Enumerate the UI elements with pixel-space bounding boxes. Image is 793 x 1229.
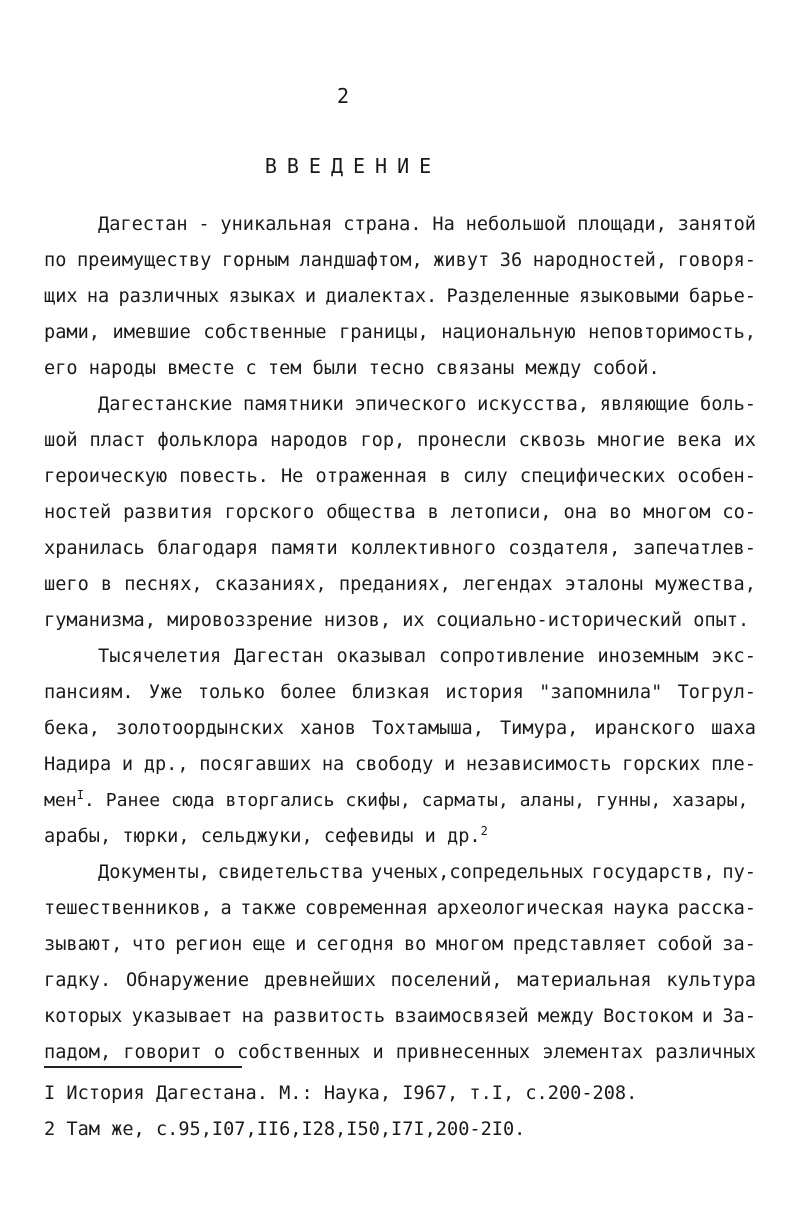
word: независимость bbox=[465, 754, 612, 775]
text-line bbox=[44, 459, 756, 495]
word: искусства, bbox=[477, 394, 590, 415]
word: 36 bbox=[499, 250, 523, 271]
word: зывают, bbox=[44, 934, 123, 955]
word: диалектах. bbox=[325, 286, 438, 307]
word: Надира bbox=[44, 754, 112, 775]
word: имевшие bbox=[112, 322, 191, 343]
word: живут bbox=[433, 250, 490, 271]
word: горских bbox=[622, 754, 701, 775]
footnotes bbox=[44, 1076, 744, 1148]
word: наука bbox=[613, 898, 670, 919]
word: поселений, bbox=[390, 970, 503, 991]
word: Тогрул- bbox=[677, 682, 756, 703]
word: история bbox=[445, 682, 524, 703]
word: Тысячелетия bbox=[98, 646, 222, 667]
word: века bbox=[676, 430, 722, 451]
word: сопротивление bbox=[439, 646, 585, 667]
word: а bbox=[220, 898, 232, 919]
word: страна. bbox=[343, 214, 422, 235]
word: памятники bbox=[243, 394, 344, 415]
text-line bbox=[44, 855, 756, 891]
word: регион bbox=[175, 934, 243, 955]
word: пансиям. bbox=[44, 682, 134, 703]
word: ландшафтом, bbox=[299, 250, 423, 271]
word: различных bbox=[655, 1042, 756, 1063]
word: др., bbox=[143, 754, 189, 775]
word: и bbox=[372, 1042, 384, 1063]
word: летописи, bbox=[450, 502, 552, 523]
word: фольклора bbox=[157, 430, 259, 451]
word: Дагестан bbox=[234, 646, 324, 667]
text-line bbox=[44, 675, 756, 711]
word: на bbox=[86, 286, 110, 307]
word: сквозь bbox=[518, 430, 586, 451]
word: современная bbox=[304, 898, 428, 919]
word: создателя, bbox=[508, 538, 621, 559]
word: сказаниях, bbox=[214, 574, 327, 595]
text-line bbox=[44, 567, 756, 603]
word: золотоордынских bbox=[116, 718, 284, 739]
text-line bbox=[44, 999, 756, 1035]
page-number: 2 bbox=[336, 84, 350, 108]
word: ностей bbox=[44, 502, 112, 523]
word: свидетельства bbox=[217, 862, 364, 883]
footnote-2: 2 Там же, с.95,I07,II6,I28,I50,I7I,200-2I0. bbox=[44, 1119, 526, 1140]
word: взаимосвязей bbox=[394, 1006, 529, 1027]
text-line bbox=[44, 927, 756, 963]
word: за- bbox=[722, 934, 756, 955]
word: особен- bbox=[677, 466, 756, 487]
word: запечатлев- bbox=[632, 538, 756, 559]
word: ханов bbox=[299, 718, 356, 739]
word: их bbox=[733, 430, 756, 451]
word: барье- bbox=[688, 286, 756, 307]
footnote-ref-1: I bbox=[76, 787, 84, 802]
word: - bbox=[198, 214, 210, 235]
text-line bbox=[44, 747, 756, 783]
word: различных bbox=[118, 286, 220, 307]
word: рами, bbox=[44, 322, 100, 343]
word: собственные bbox=[203, 322, 327, 343]
text-line-with-footnote bbox=[44, 819, 756, 855]
word: указывает bbox=[131, 1006, 233, 1027]
word: говоря- bbox=[677, 250, 756, 271]
word: в bbox=[427, 502, 439, 523]
word: пле- bbox=[711, 754, 756, 775]
word: более bbox=[280, 682, 337, 703]
text-line bbox=[44, 891, 756, 927]
word: Востоком bbox=[603, 1006, 693, 1027]
footnote-ref-2: 2 bbox=[480, 823, 488, 838]
word: и bbox=[444, 754, 456, 775]
word: неповторимость, bbox=[588, 322, 756, 343]
word: культура bbox=[666, 970, 756, 991]
word: благодаря bbox=[157, 538, 259, 559]
word: в bbox=[439, 466, 451, 487]
word: горского bbox=[224, 502, 315, 523]
word: о bbox=[213, 1042, 226, 1063]
word: пронесли bbox=[417, 430, 507, 451]
text-line: его народы вместе с тем были тесно связаны между собой. bbox=[44, 358, 660, 379]
word: материальная bbox=[517, 970, 652, 991]
word: За- bbox=[722, 1006, 756, 1027]
word: шаха bbox=[711, 718, 756, 739]
word: Дагестан bbox=[98, 214, 188, 235]
word: народностей, bbox=[532, 250, 668, 271]
text-line bbox=[44, 423, 756, 459]
word: Разделенные bbox=[446, 286, 570, 307]
text-line: гуманизма, мировоззрение низов, их социально-исторический опыт. bbox=[44, 610, 750, 631]
word: гор, bbox=[360, 430, 406, 451]
word: "запомнила" bbox=[539, 682, 663, 703]
word: что bbox=[131, 934, 166, 955]
word: отраженная bbox=[315, 466, 428, 487]
word: ученых,сопредельных bbox=[371, 862, 584, 883]
footnote-separator bbox=[44, 1066, 242, 1068]
word: еще bbox=[251, 934, 286, 955]
word: Тохтамыша, bbox=[371, 718, 484, 739]
word: Обнаружение bbox=[125, 970, 250, 991]
word: близкая bbox=[351, 682, 431, 703]
word: привнесенных bbox=[395, 1042, 531, 1063]
word: падом, bbox=[44, 1042, 112, 1063]
page-title: ВВЕДЕНИЕ bbox=[264, 154, 442, 178]
text-line bbox=[44, 207, 756, 243]
text-fragment: . Ранее сюда вторгались скифы, сарматы, аланы, гунны, хазары, bbox=[83, 790, 749, 811]
word: шой bbox=[44, 430, 78, 451]
word: щих bbox=[44, 286, 78, 307]
word: и bbox=[701, 1006, 714, 1027]
word: иноземным bbox=[597, 646, 699, 667]
word: сегодня bbox=[315, 934, 395, 955]
word: собой bbox=[656, 934, 713, 955]
text-line bbox=[44, 963, 756, 999]
word: говорит bbox=[123, 1042, 202, 1063]
word: являющие bbox=[599, 394, 690, 415]
word: общества bbox=[326, 502, 416, 523]
word: пласт bbox=[89, 430, 146, 451]
text-line bbox=[44, 711, 756, 747]
text-line bbox=[44, 279, 756, 315]
word: и bbox=[121, 754, 134, 775]
word: силу bbox=[462, 466, 508, 487]
text-fragment: арабы, тюрки, сельджуки, сефевиды и др. bbox=[44, 826, 481, 847]
word: многом bbox=[643, 502, 711, 523]
word: гадку. bbox=[44, 970, 112, 991]
word: бека, bbox=[44, 718, 100, 739]
word: Не bbox=[280, 466, 304, 487]
word: она bbox=[563, 502, 598, 523]
word: представляет bbox=[512, 934, 648, 955]
word: мужества, bbox=[655, 574, 756, 595]
word: горным bbox=[221, 250, 289, 271]
word: развития bbox=[123, 502, 213, 523]
text-line bbox=[44, 531, 756, 567]
word: собственных bbox=[237, 1042, 361, 1063]
word: посягавших bbox=[199, 754, 312, 775]
word: археологическая bbox=[436, 898, 605, 919]
word: специфических bbox=[519, 466, 666, 487]
word: преданиях, bbox=[338, 574, 451, 595]
word: Уже bbox=[148, 682, 183, 703]
word: народов bbox=[270, 430, 349, 451]
word: со- bbox=[722, 502, 756, 523]
word: во bbox=[403, 934, 427, 955]
text-line-with-footnote bbox=[44, 783, 756, 819]
word: иранского bbox=[594, 718, 696, 739]
word: расска- bbox=[677, 898, 756, 919]
word: Тимура, bbox=[499, 718, 579, 739]
word: экс- bbox=[711, 646, 756, 667]
word: которых bbox=[44, 1006, 123, 1027]
text-fragment: мен bbox=[44, 790, 77, 811]
word: Документы, bbox=[98, 862, 210, 883]
word: государств, bbox=[591, 862, 715, 883]
word: тешественников, bbox=[44, 898, 212, 919]
word: только bbox=[197, 682, 266, 703]
word: многом bbox=[435, 934, 504, 955]
word: и bbox=[295, 934, 307, 955]
word: героическую bbox=[44, 466, 168, 487]
word: языковыми bbox=[578, 286, 680, 307]
word: свободу bbox=[354, 754, 434, 775]
word: небольшой bbox=[465, 214, 567, 235]
word: боль- bbox=[700, 394, 756, 415]
word: Дагестанские bbox=[98, 394, 233, 415]
text-line bbox=[44, 639, 756, 675]
word: древнейших bbox=[263, 970, 376, 991]
word: песнях, bbox=[124, 574, 203, 595]
word: национальную bbox=[441, 322, 576, 343]
word: повесть. bbox=[179, 466, 269, 487]
text-line bbox=[44, 315, 756, 351]
word: коллективного bbox=[350, 538, 496, 559]
text-line bbox=[44, 243, 756, 279]
footnote-1: I История Дагестана. М.: Наука, I967, т.I, с.200-208. bbox=[44, 1083, 638, 1104]
word: На bbox=[432, 214, 455, 235]
word: многие bbox=[597, 430, 665, 451]
word: также bbox=[240, 898, 297, 919]
text-line bbox=[44, 495, 756, 531]
word: площади, bbox=[577, 214, 667, 235]
word: оказывал bbox=[336, 646, 427, 667]
word: уникальная bbox=[220, 214, 333, 235]
word: развитость bbox=[273, 1006, 386, 1027]
word: на bbox=[241, 1006, 264, 1027]
word: памяти bbox=[270, 538, 338, 559]
word: легендах bbox=[462, 574, 553, 595]
word: между bbox=[537, 1006, 594, 1027]
word: языках bbox=[228, 286, 296, 307]
word: эпического bbox=[354, 394, 467, 415]
word: по bbox=[44, 250, 67, 271]
word: шего bbox=[44, 574, 89, 595]
body-text bbox=[44, 207, 756, 1071]
word: элементах bbox=[542, 1042, 644, 1063]
word: хранилась bbox=[44, 538, 145, 559]
word: и bbox=[304, 286, 317, 307]
word: преимуществу bbox=[76, 250, 212, 271]
word: эталоны bbox=[564, 574, 644, 595]
word: пу- bbox=[722, 862, 756, 883]
word: занятой bbox=[677, 214, 756, 235]
word: в bbox=[100, 574, 113, 595]
text-line bbox=[44, 387, 756, 423]
word: границы, bbox=[339, 322, 429, 343]
word: на bbox=[321, 754, 345, 775]
word: во bbox=[608, 502, 632, 523]
